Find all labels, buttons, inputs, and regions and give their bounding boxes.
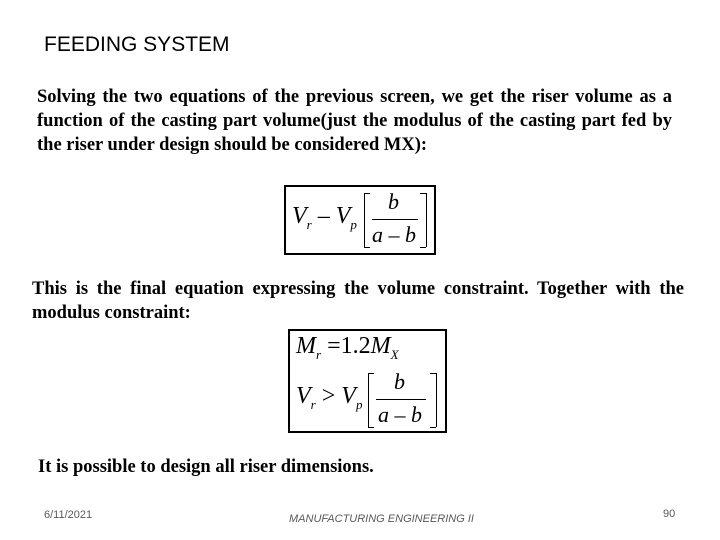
eq1-right-bracket-bottom [420, 247, 426, 248]
eq1-numerator: b [388, 189, 399, 214]
eq2-rhs-symbol: M [370, 333, 391, 359]
eq1-rhs-symbol: V [335, 203, 351, 229]
eq1-left-bracket-bottom [364, 247, 370, 248]
equation-box-volume [284, 185, 436, 255]
equation-box-constraints [288, 329, 447, 433]
paragraph-riser-volume: Solving the two equations of the previous screen, we get the riser volume as a function of the casting part volume(just the modulus of the casting part fed by the riser under design should be considered MX): [37, 87, 672, 155]
eq3-left-bracket [368, 373, 369, 427]
paragraph-volume-constraint: This is the final equation expressing the volume constraint. Together with the modulus constraint: [32, 279, 684, 323]
eq1-operator: – [317, 203, 330, 229]
eq1-lhs-symbol: V [292, 203, 307, 229]
eq3-left-bracket-top [368, 373, 374, 374]
eq2-lhs-symbol: M [296, 333, 316, 359]
eq2-rhs-subscript: X [390, 347, 399, 362]
equation-volume-lhs [292, 203, 357, 233]
eq3-left-bracket-bottom [368, 427, 374, 428]
equation-modulus [296, 333, 399, 363]
eq3-rhs-subscript: p [355, 397, 363, 412]
eq1-lhs-subscript: r [306, 217, 312, 232]
eq3-numerator: b [394, 369, 405, 394]
eq1-rhs-subscript: p [350, 217, 357, 232]
eq2-operator: = [327, 333, 341, 359]
eq3-right-bracket [436, 373, 437, 427]
eq3-denominator: a – b [378, 402, 422, 427]
eq3-lhs-subscript: r [310, 397, 316, 412]
eq3-operator: > [321, 383, 336, 409]
eq3-lhs-symbol: V [296, 383, 311, 409]
footer-page-number: 90 [663, 508, 676, 520]
eq3-rhs-symbol: V [341, 383, 356, 409]
equation-volume-inequality [296, 383, 362, 413]
footer-date: 6/11/2021 [44, 509, 93, 521]
eq2-coefficient: 1.2 [340, 333, 371, 359]
eq1-fraction-bar [372, 219, 418, 220]
eq1-right-bracket [426, 193, 427, 247]
eq2-lhs-subscript: r [316, 347, 322, 362]
eq3-fraction-bar [376, 399, 426, 400]
slide-title: FEEDING SYSTEM [44, 33, 230, 56]
footer-course-title: MANUFACTURING ENGINEERING II [289, 513, 474, 525]
eq1-right-bracket-top [420, 193, 426, 194]
eq1-left-bracket-top [364, 193, 370, 194]
eq3-right-bracket-bottom [430, 427, 436, 428]
eq1-denominator: a – b [372, 222, 416, 247]
paragraph-conclusion: It is possible to design all riser dimensions. [38, 457, 374, 477]
eq3-right-bracket-top [430, 373, 436, 374]
